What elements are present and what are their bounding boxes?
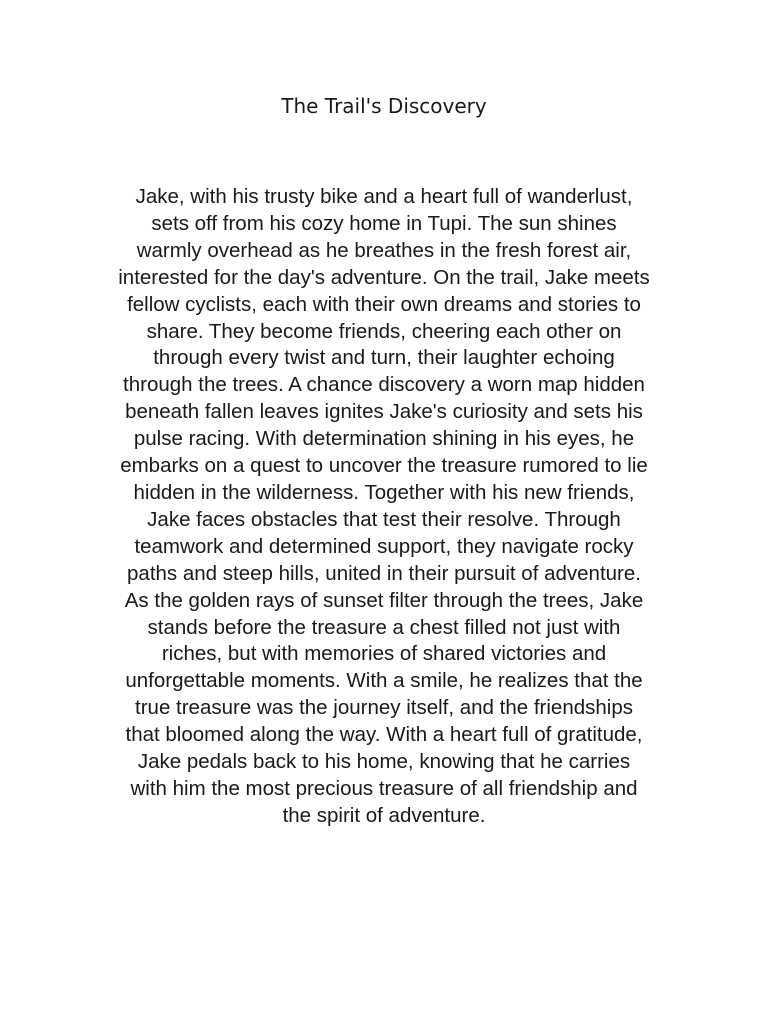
text-line: paths and steep hills, united in their pursuit of adventure.: [127, 561, 641, 585]
text-line: interested for the day's adventure. On the trail, Jake meets: [118, 265, 650, 289]
text-line: unforgettable moments. With a smile, he realizes that the: [125, 669, 643, 693]
text-line: warmly overhead as he breathes in the fresh forest air,: [136, 238, 632, 262]
text-line: Jake faces obstacles that test their resolve. Through: [147, 507, 621, 531]
text-line: embarks on a quest to uncover the treasure rumored to lie: [120, 454, 648, 478]
text-line: beneath fallen leaves ignites Jake's curiosity and sets his: [125, 400, 643, 424]
text-line: sets off from his cozy home in Tupi. The sun shines: [151, 211, 617, 235]
text-line: pulse racing. With determination shining in his eyes, he: [133, 427, 635, 451]
text-line: the spirit of adventure.: [282, 803, 486, 827]
text-line: stands before the treasure a chest filled not just with: [147, 615, 621, 639]
text-line: Jake pedals back to his home, knowing that he carries: [137, 750, 631, 774]
text-line: through every twist and turn, their laughter echoing: [153, 346, 615, 370]
text-line: share. They become friends, cheering each other on: [146, 319, 622, 343]
text-line: true treasure was the journey itself, and the friendships: [135, 696, 633, 720]
text-line: hidden in the wilderness. Together with his new friends,: [133, 480, 635, 504]
text-line: riches, but with memories of shared victories and: [161, 642, 607, 666]
text-line: that bloomed along the way. With a heart full of gratitude,: [125, 723, 643, 747]
text-line: through the trees. A chance discovery a worn map hidden: [123, 373, 645, 397]
text-line: fellow cyclists, each with their own dreams and stories to: [127, 292, 641, 316]
text-line: As the golden rays of sunset filter through the trees, Jake: [124, 588, 644, 612]
text-line: Jake, with his trusty bike and a heart full of wanderlust,: [135, 185, 633, 208]
text-line: teamwork and determined support, they navigate rocky: [134, 534, 634, 558]
story-paragraph: [84, 184, 684, 830]
text-line: with him the most precious treasure of all friendship and: [130, 776, 638, 800]
document-title: The Trail's Discovery: [281, 94, 487, 118]
